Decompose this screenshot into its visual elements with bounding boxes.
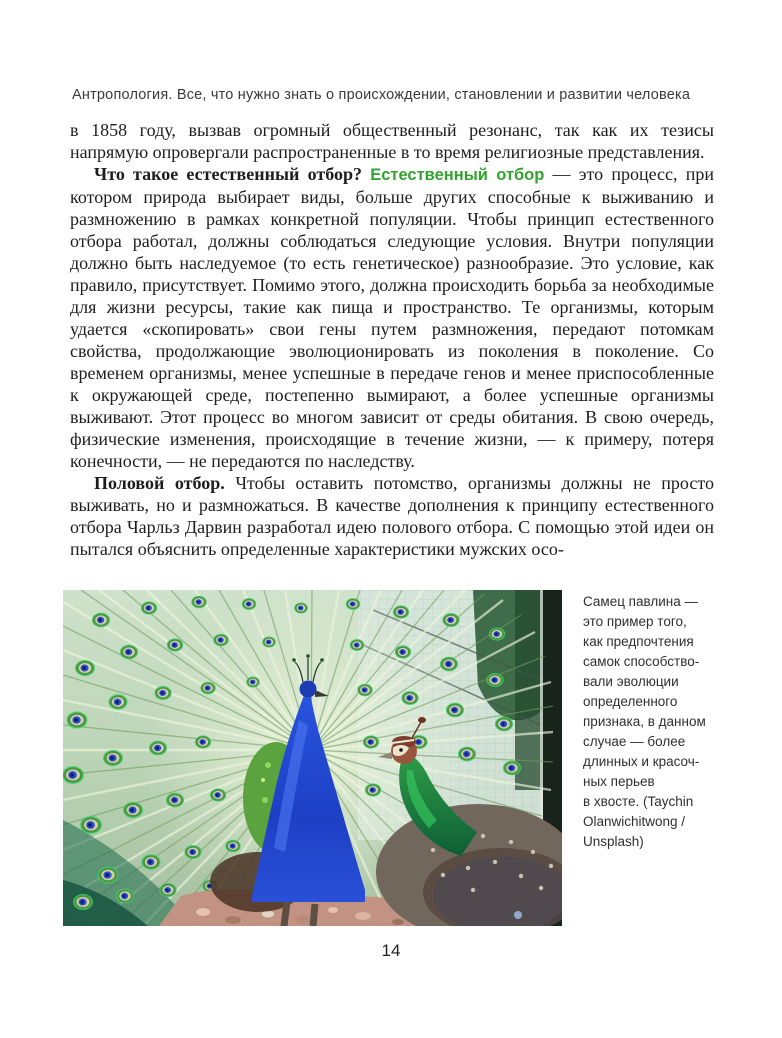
page-number: 14	[381, 941, 401, 960]
running-header: Антропология. Все, что нужно знать о происхождении, становлении и развитии человека	[72, 87, 691, 103]
peacock-photo	[63, 590, 562, 926]
paragraph: в 1858 году, вызвав огромный общественный резонанс, так как их тезисы напрямую опровергали распространенные в то время религиозные представления.	[70, 120, 714, 162]
paragraph-lead: Что такое естественный отбор?	[94, 164, 371, 184]
highlighted-term: Естественный отбор	[370, 166, 545, 184]
paragraph-text: — это процесс, при котором природа выбирает виды, больше других способные к выживанию и размножению в рамках конкретной популяции. Чтобы принцип естественного отбора работал, должны соблюдаться следующие условия. Внутри популяции должно быть наследуемое (то есть генетическое) разнообразие. Это условие, как правило, присутствует. Помимо этого, должна происходить борьба за необходимые для жизни ресурсы, такие как пища и пространство. Те организмы, которым удается «скопировать» свои гены путем размножения, передают потомкам свойства, продолжающие эволюционировать из поколения в поколение. Со временем организмы, менее успешные в передаче генов и менее приспособленные к окружающей среде, постепенно вымирают, а более успешные организмы выживают. Этот процесс во многом зависит от среды обитания. В свою очередь, физические изменения, происходящие в течение жизни, — к примеру, потеря конечности, — не передаются по наследству.	[70, 164, 714, 471]
paragraph-text: Чтобы оставить потомство, организмы должны не просто выживать, но и размножаться. В качестве дополнения к принципу естественного отбора Чарльз Дарвин разработал идею полового отбора. С помощью этой идеи он пытался объяснить определенные характеристики мужских осо-	[70, 473, 714, 559]
body-text	[70, 119, 714, 560]
peacock-illustration	[63, 590, 562, 926]
paragraph-lead: Половой отбор.	[94, 473, 236, 493]
figure	[63, 590, 716, 926]
figure-caption: Самец павлина — это пример того, как предпочтения самок способство- вали эволюции определенного признака, в данном случае — более длинных и красоч- ных перьев в хвосте. (Taychin Olanwichitwong / Unsplash)	[583, 594, 706, 849]
paragraph	[70, 163, 714, 472]
paragraph	[70, 472, 714, 560]
